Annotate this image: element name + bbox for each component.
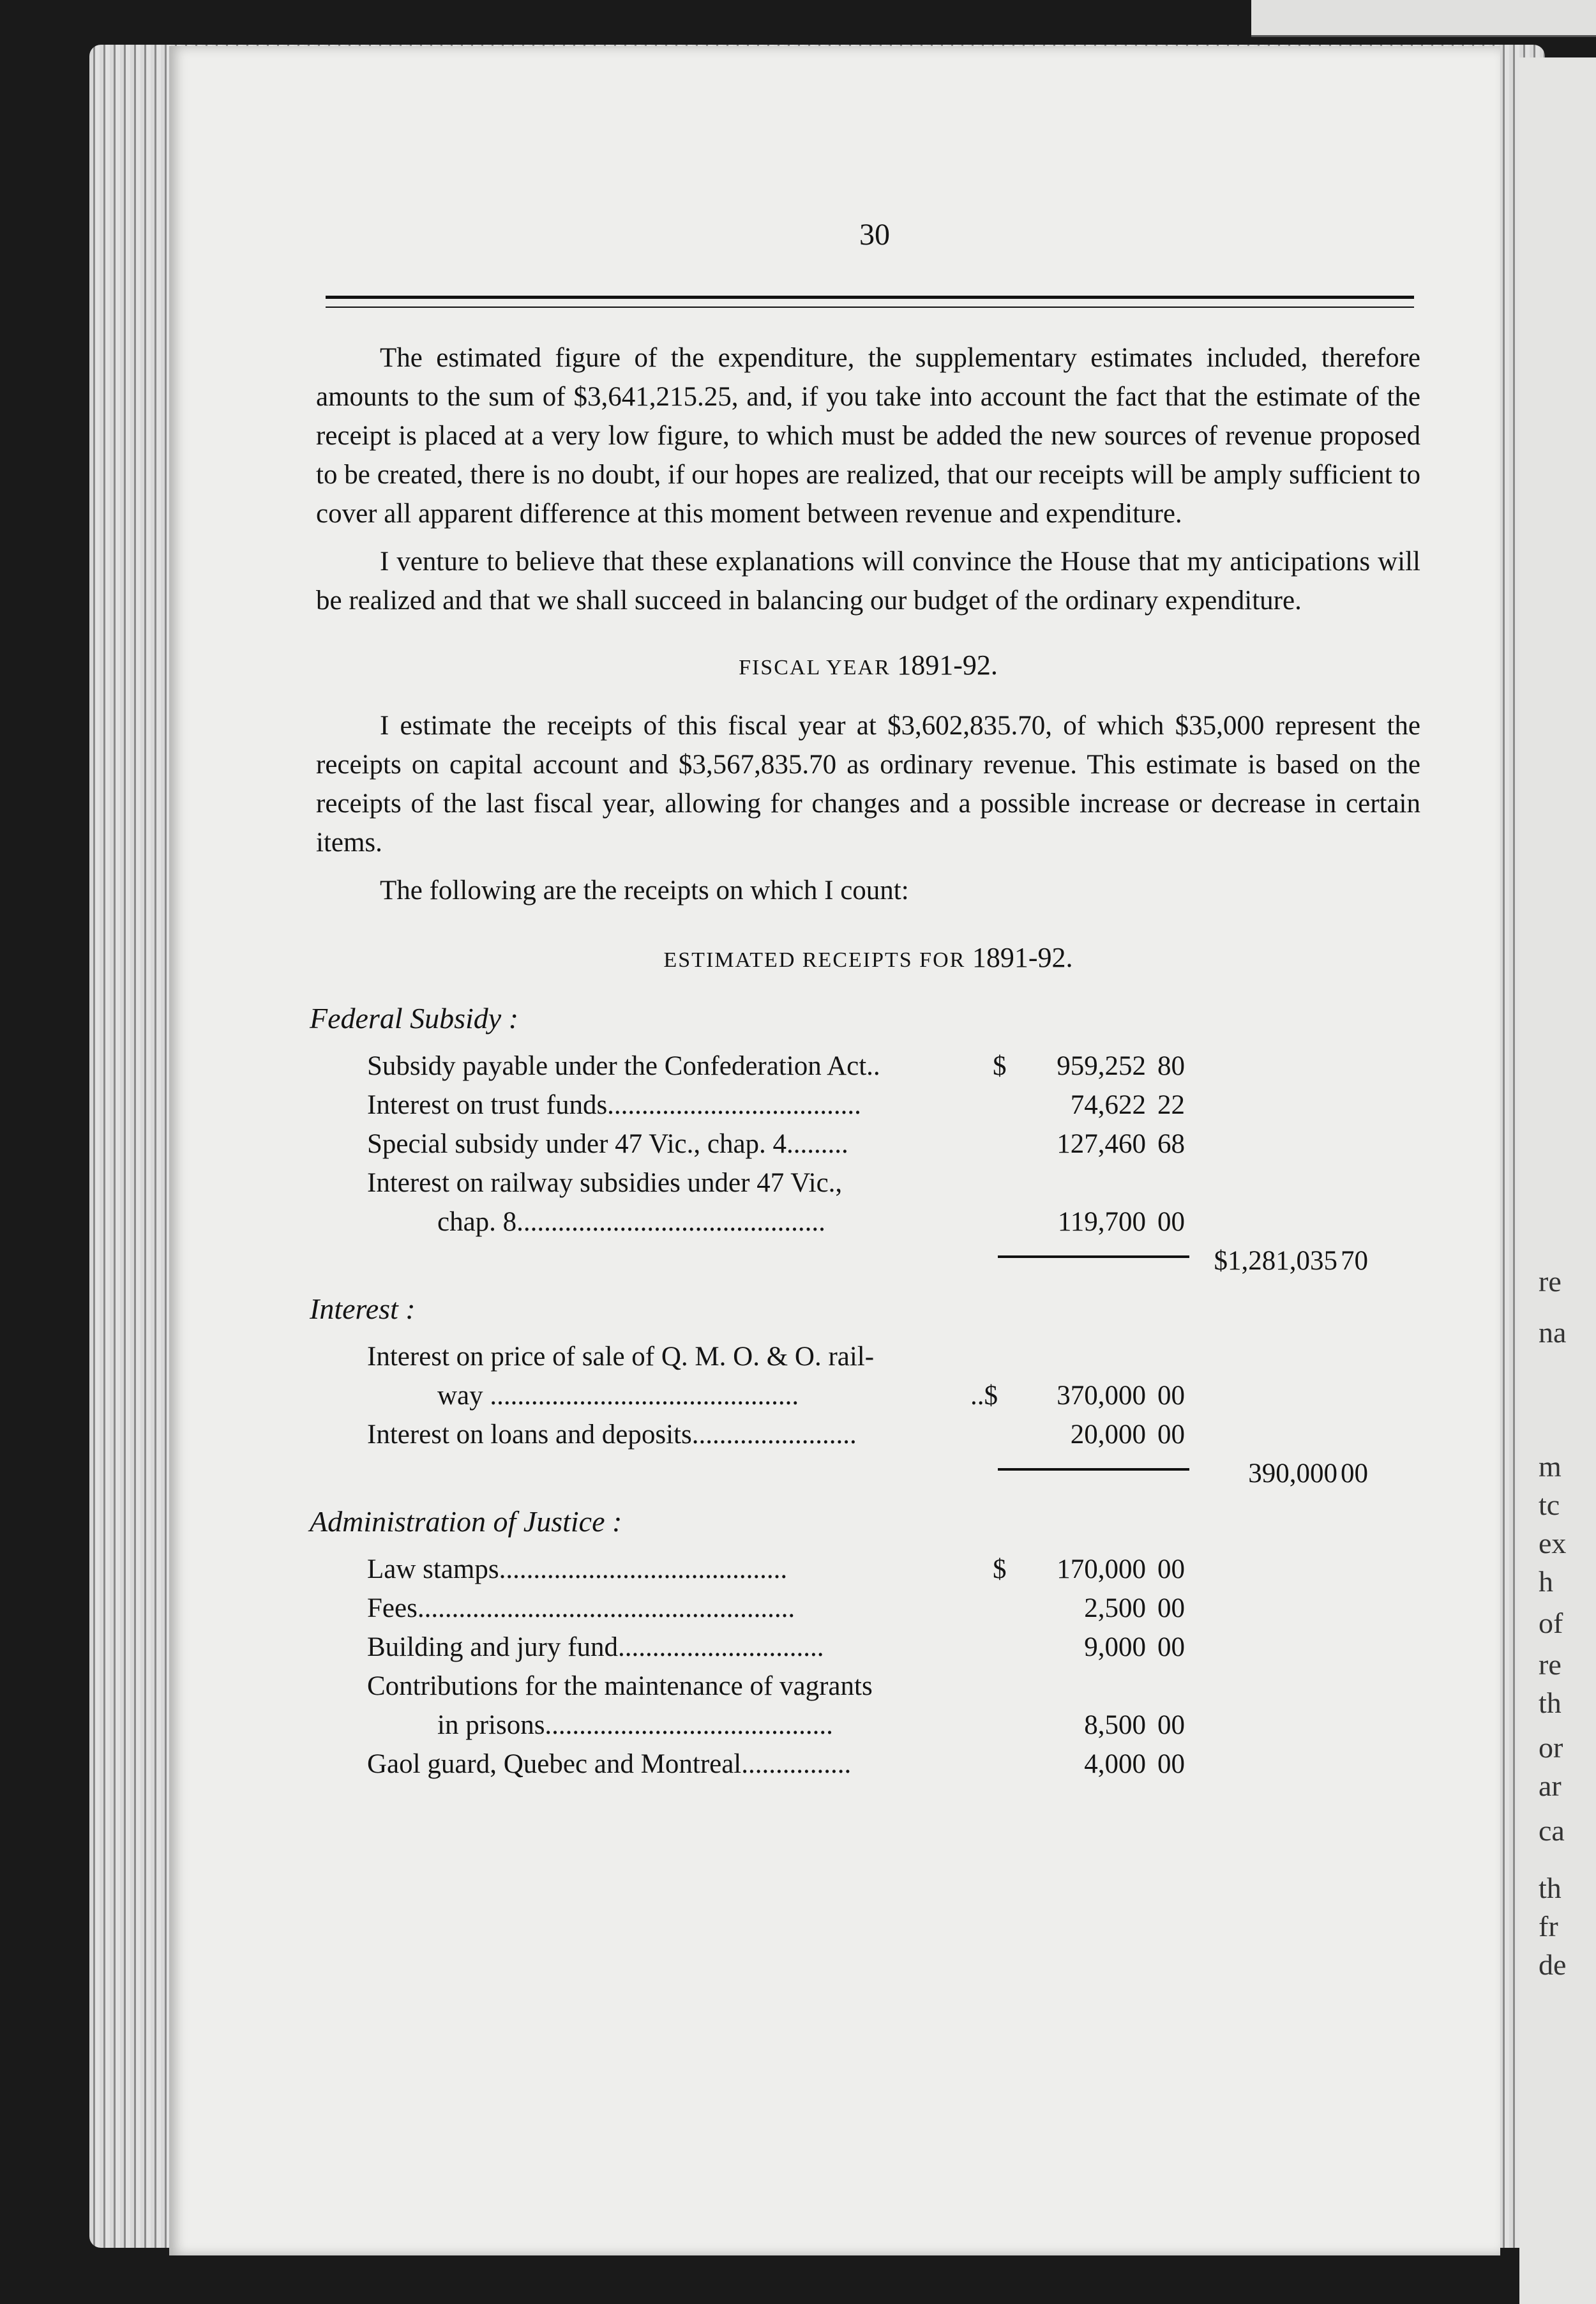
adjacent-page-fragment: ex: [1539, 1527, 1567, 1559]
row-amount: 959,252: [1057, 1051, 1146, 1081]
row-amount: 2,500: [1084, 1593, 1146, 1623]
row-label: Gaol guard, Quebec and Montreal................: [367, 1749, 852, 1779]
table-row: [316, 1163, 1420, 1202]
row-cents: 00: [1157, 1749, 1185, 1779]
table-row: [316, 1550, 1420, 1589]
row-cents: 00: [1157, 1420, 1185, 1450]
adjacent-page-fragment: ca: [1539, 1814, 1565, 1847]
heading-label: ESTIMATED RECEIPTS FOR: [663, 948, 966, 972]
table-row: [316, 1745, 1420, 1784]
table-row: [316, 1667, 1420, 1706]
total-cents: 00: [1341, 1459, 1368, 1489]
row-label: Building and jury fund..............................: [367, 1632, 824, 1662]
table-row: [316, 1086, 1420, 1125]
receipts-table: [310, 999, 1420, 1784]
adjacent-page-fragment: th: [1539, 1686, 1562, 1719]
row-label: way .............................................: [437, 1381, 799, 1411]
row-amount: 20,000: [1070, 1420, 1146, 1450]
row-amount: 170,000: [1057, 1554, 1146, 1584]
table-row: [316, 1589, 1420, 1628]
row-cents: 00: [1157, 1381, 1185, 1411]
table-row: [316, 1706, 1420, 1745]
total-cents: 70: [1341, 1246, 1368, 1276]
total-amount: $1,281,035: [1214, 1246, 1337, 1276]
adjacent-page-fragment: or: [1539, 1731, 1563, 1764]
page-number: 30: [859, 218, 890, 252]
page-content: [310, 338, 1420, 1784]
table-row: [316, 1628, 1420, 1667]
adjacent-page-fragment: re: [1539, 1265, 1562, 1298]
adjacent-page-fragment: na: [1539, 1316, 1567, 1349]
row-label: Special subsidy under 47 Vic., chap. 4.........: [367, 1129, 848, 1159]
adjacent-page-fragment: re: [1539, 1648, 1562, 1681]
row-cents: 22: [1157, 1090, 1185, 1120]
row-amount: 127,460: [1057, 1129, 1146, 1159]
adjacent-page-fragment: ar: [1539, 1770, 1562, 1802]
row-label: Interest on trust funds.....................................: [367, 1090, 861, 1120]
adjacent-page-fragment: fr: [1539, 1910, 1558, 1943]
row-label: Contributions for the maintenance of vagrants: [367, 1671, 873, 1701]
paragraph: I estimate the receipts of this fiscal year at $3,602,835.70, of which $35,000 represent the receipts on capital account and $3,567,835.70 as ordinary revenue. This estimate is based on the receipts of the last fiscal year, allowing for changes and a possible increase or decrease in certain items.: [316, 711, 1420, 858]
total-amount: 390,000: [1248, 1459, 1337, 1489]
table-row: [316, 1125, 1420, 1163]
table-row: [316, 1376, 1420, 1415]
row-label: chap. 8.............................................: [437, 1207, 825, 1237]
section-title: Federal Subsidy :: [310, 1002, 519, 1035]
section-title: Administration of Justice :: [310, 1505, 622, 1538]
row-cents: 80: [1157, 1051, 1185, 1081]
dollar-sign: $: [993, 1051, 1007, 1081]
row-amount: 119,700: [1057, 1207, 1146, 1237]
adjacent-page-fragment: de: [1539, 1948, 1567, 1981]
heading-year: 1891-92.: [897, 649, 998, 681]
table-row: [316, 1202, 1420, 1241]
adjacent-page-top: [1251, 0, 1596, 37]
section-title: Interest :: [310, 1292, 416, 1325]
paragraph: I venture to believe that these explanations will convince the House that my anticipations will be realized and that we shall succeed in balancing our budget of the ordinary expenditure.: [316, 547, 1420, 616]
row-cents: 00: [1157, 1593, 1185, 1623]
section-total: [316, 1241, 1420, 1280]
row-label: Subsidy payable under the Confederation Act..: [367, 1051, 880, 1081]
row-cents: 00: [1157, 1207, 1185, 1237]
row-label: Law stamps..........................................: [367, 1554, 788, 1584]
heading-label: FISCAL YEAR: [739, 656, 891, 679]
row-cents: 00: [1157, 1632, 1185, 1662]
row-label: Interest on railway subsidies under 47 Vic.,: [367, 1168, 843, 1198]
row-amount: 8,500: [1084, 1710, 1146, 1740]
table-row: [316, 1337, 1420, 1376]
paragraph: The estimated figure of the expenditure, the supplementary estimates included, therefore amounts to the sum of $3,641,215.25, and, if you take into account the fact that the estimate of the receipt is placed at a very low figure, to which must be added the new sources of revenue proposed to be created, there is no doubt, if our hopes are realized, that our receipts will be amply sufficient to cover all apparent difference at this moment between revenue and expenditure.: [316, 343, 1420, 529]
heading-year: 1891-92.: [972, 942, 1073, 973]
adjacent-page-fragment: m: [1539, 1450, 1562, 1483]
adjacent-page-fragment: of: [1539, 1607, 1563, 1639]
total-rule: [998, 1255, 1189, 1258]
fiscal-year-heading: [316, 646, 1420, 687]
row-amount: 370,000: [1057, 1381, 1146, 1411]
row-label: Fees.......................................................: [367, 1593, 795, 1623]
row-label: Interest on loans and deposits........................: [367, 1420, 857, 1450]
row-cents: 00: [1157, 1710, 1185, 1740]
section-total: [316, 1454, 1420, 1493]
row-label: in prisons..........................................: [437, 1710, 833, 1740]
adjacent-page-fragment: h: [1539, 1565, 1553, 1598]
row-amount: 74,622: [1070, 1090, 1146, 1120]
dollar-sign: $: [993, 1554, 1007, 1584]
adjacent-page-fragment: tc: [1539, 1489, 1560, 1521]
table-row: [316, 1047, 1420, 1086]
table-row: [316, 1415, 1420, 1454]
row-amount: 4,000: [1084, 1749, 1146, 1779]
adjacent-page-strip: [1519, 57, 1596, 2304]
row-cents: 68: [1157, 1129, 1185, 1159]
adjacent-page-fragment: th: [1539, 1872, 1562, 1904]
total-rule: [998, 1468, 1189, 1471]
header-rule: [326, 296, 1414, 308]
row-label: Interest on price of sale of Q. M. O. & O. rail-: [367, 1342, 875, 1372]
row-amount: 9,000: [1084, 1632, 1146, 1662]
estimated-receipts-heading: [316, 938, 1420, 980]
paragraph: The following are the receipts on which I count:: [380, 875, 909, 906]
dollar-sign: ..$: [970, 1381, 998, 1411]
row-cents: 00: [1157, 1554, 1185, 1584]
